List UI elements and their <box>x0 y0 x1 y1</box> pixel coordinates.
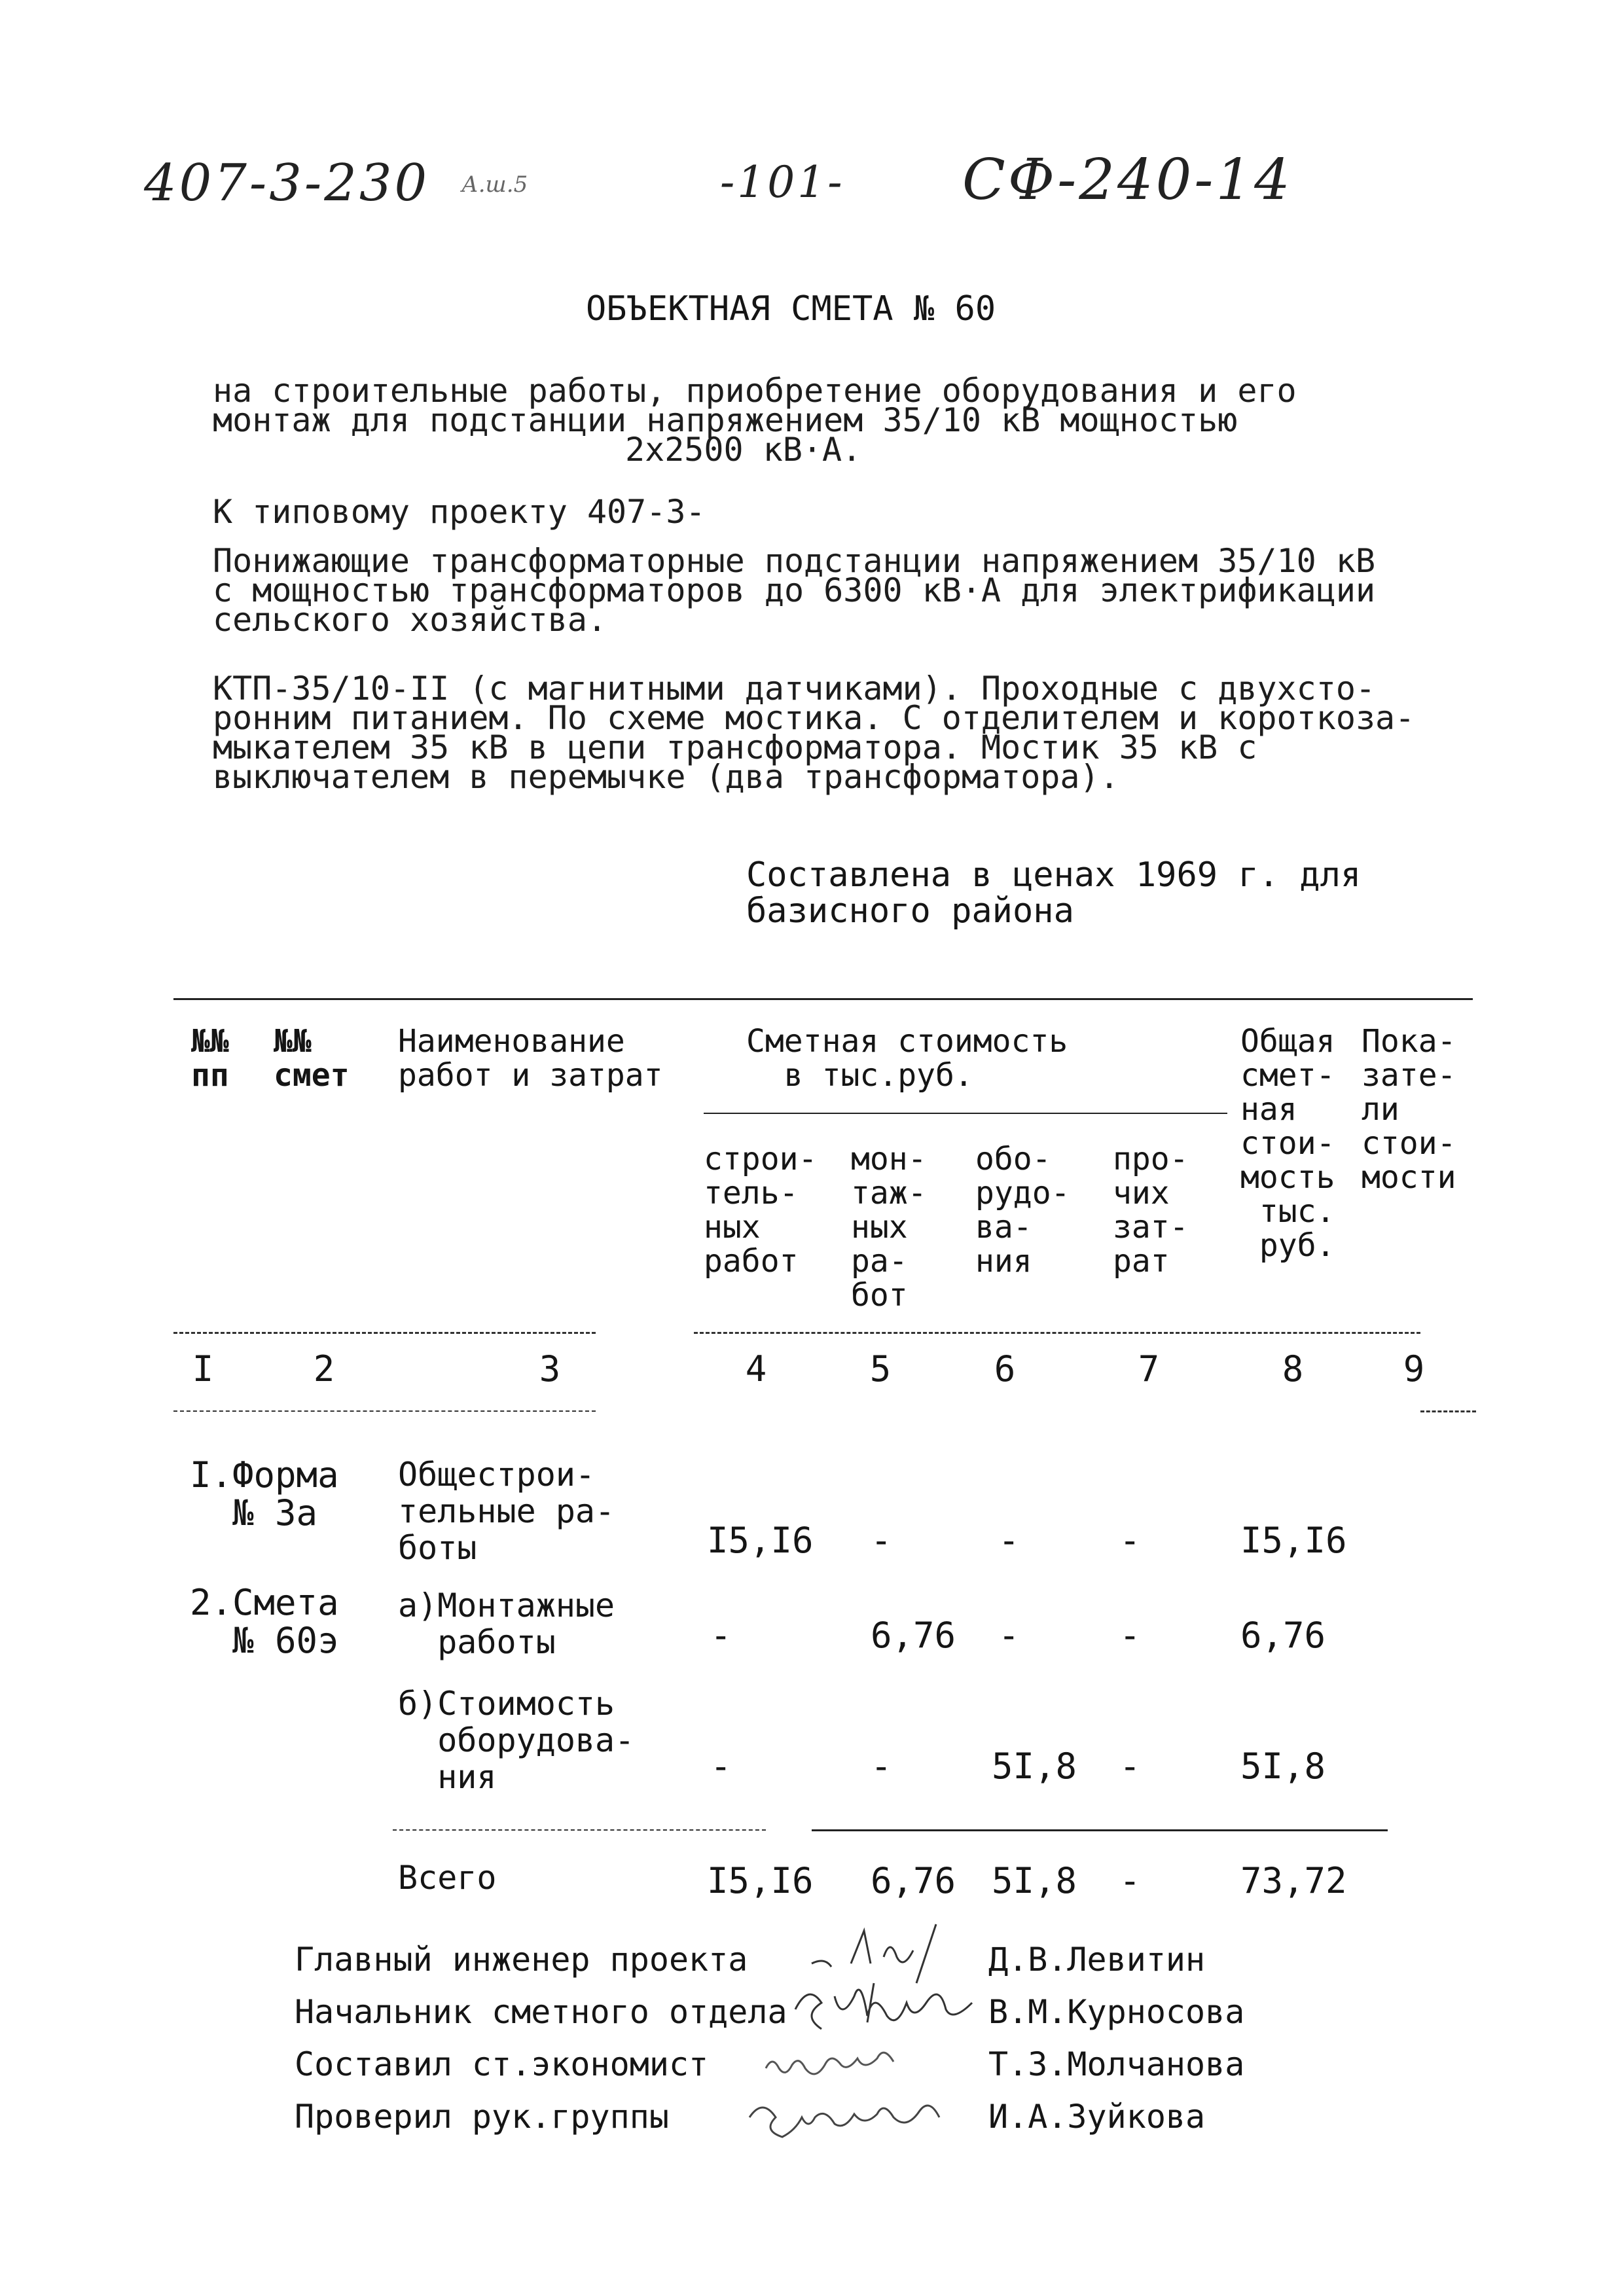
row1-total: I5,I6 <box>1240 1520 1347 1561</box>
column-numbers-rule-1 <box>173 1410 596 1412</box>
header-bottom-rule-1 <box>173 1332 596 1334</box>
total-rule-2 <box>812 1829 1388 1831</box>
column-number-9: 9 <box>1403 1348 1425 1390</box>
row2-construction: - <box>710 1615 732 1656</box>
header-cost-group: Сметная стоимость в тыс.руб. <box>746 1023 1068 1094</box>
subtitle-line-3: 2х2500 кВ·А. <box>625 431 862 469</box>
column-number-2: 2 <box>313 1348 335 1390</box>
header-row-number: №№ пп <box>191 1023 229 1094</box>
row2-total: 6,76 <box>1240 1615 1326 1656</box>
row2-equipment: - <box>998 1615 1020 1656</box>
signature-name-group-head: И.А.Зуйкова <box>988 2098 1206 2136</box>
column-numbers-rule-2 <box>1420 1410 1476 1412</box>
row1-equipment: - <box>998 1520 1020 1561</box>
row2-name: а)Монтажные работы <box>398 1587 615 1661</box>
page-number: -101- <box>720 157 845 207</box>
column-number-4: 4 <box>745 1348 767 1390</box>
row2-installation: 6,76 <box>871 1615 956 1656</box>
total-sum: 73,72 <box>1240 1860 1347 1901</box>
total-construction: I5,I6 <box>707 1860 814 1901</box>
column-number-7: 7 <box>1138 1348 1160 1390</box>
row1-installation: - <box>871 1520 892 1561</box>
table-top-rule <box>173 998 1473 1000</box>
total-other: - <box>1119 1860 1141 1901</box>
header-group-rule <box>704 1113 1227 1114</box>
prices-note-line-1: Составлена в ценах 1969 г. для <box>746 855 1362 895</box>
signature-role-chief-engineer: Главный инженер проекта <box>295 1941 748 1979</box>
scheme-line-4: выключателем в перемычке (два трансформатора). <box>213 758 1119 796</box>
signature-role-department-head: Начальник сметного отдела <box>295 1993 787 2031</box>
header-equipment: обо- рудо- ва- ния <box>975 1141 1070 1280</box>
row3-installation: - <box>871 1746 892 1787</box>
row3-name: б)Стоимость оборудова- ния <box>398 1685 635 1796</box>
header-total-cost: Общая смет- ная стои- мость тыс. руб. <box>1240 1023 1335 1264</box>
scheme-line-3: мыкателем 35 кВ в цепи трансформатора. Мостик 35 кВ с <box>213 728 1257 766</box>
signature-role-economist: Составил ст.экономист <box>295 2045 709 2083</box>
row3-total: 5I,8 <box>1240 1746 1326 1787</box>
signature-name-chief-engineer: Д.В.Левитин <box>988 1941 1206 1979</box>
scheme-line-1: КТП-35/10-II (с магнитными датчиками). Проходные с двухсто- <box>213 670 1376 708</box>
header-estimate-number: №№ смет <box>274 1023 350 1094</box>
column-number-5: 5 <box>869 1348 892 1390</box>
project-reference: К типовому проекту 407-3- <box>213 493 706 531</box>
document-title: ОБЪЕКТНАЯ СМЕТА № 60 <box>586 289 996 329</box>
total-label: Всего <box>398 1859 497 1897</box>
header-cost-indicators: Пока- зате- ли стои- мости <box>1362 1023 1456 1196</box>
row1-construction: I5,I6 <box>707 1520 814 1561</box>
prices-note-line-2: базисного района <box>746 891 1074 931</box>
description-line-2: с мощностью трансформаторов до 6300 кВ·А для электрификации <box>213 571 1376 609</box>
album-mark: А.ш.5 <box>461 171 528 198</box>
row1-number: I.Форма № 3а <box>190 1454 339 1534</box>
total-rule-1 <box>393 1829 766 1831</box>
signature-name-economist: Т.З.Молчанова <box>988 2045 1245 2083</box>
row3-equipment: 5I,8 <box>992 1746 1077 1787</box>
doc-code: 407-3-230 <box>144 154 430 213</box>
subtitle-line-1: на строительные работы, приобретение оборудования и его <box>213 372 1297 410</box>
column-number-1: I <box>192 1348 214 1390</box>
handwritten-signature-2 <box>782 1970 1018 2042</box>
total-installation: 6,76 <box>871 1860 956 1901</box>
column-number-3: 3 <box>539 1348 561 1390</box>
scheme-line-2: ронним питанием. По схеме мостика. С отделителем и короткоза- <box>213 699 1415 737</box>
row1-name: Общестрои- тельные ра- боты <box>398 1456 615 1567</box>
header-work-name: Наименование работ и затрат <box>398 1023 663 1094</box>
signature-name-department-head: В.М.Курносова <box>988 1993 1245 2031</box>
row1-other: - <box>1119 1520 1141 1561</box>
row2-number: 2.Смета № 60э <box>190 1582 339 1661</box>
sheet-code: СФ-240-14 <box>962 147 1293 213</box>
header-other: про- чих зат- рат <box>1113 1141 1189 1280</box>
subtitle-line-2: монтаж для подстанции напряжением 35/10 кВ мощностью <box>213 401 1238 439</box>
column-number-6: 6 <box>994 1348 1016 1390</box>
signature-role-group-head: Проверил рук.группы <box>295 2098 669 2136</box>
description-line-1: Понижающие трансформаторные подстанции напряжением 35/10 кВ <box>213 542 1376 580</box>
column-number-8: 8 <box>1282 1348 1304 1390</box>
description-line-3: сельского хозяйства. <box>213 601 607 639</box>
header-construction: строи- тель- ных работ <box>704 1141 818 1280</box>
row3-other: - <box>1119 1746 1141 1787</box>
row3-construction: - <box>710 1746 732 1787</box>
header-installation: мон- таж- ных ра- бот <box>851 1141 927 1314</box>
row2-other: - <box>1119 1615 1141 1656</box>
total-equipment: 5I,8 <box>992 1860 1077 1901</box>
handwritten-signature-4 <box>743 2085 965 2144</box>
header-bottom-rule-2 <box>694 1332 1420 1334</box>
